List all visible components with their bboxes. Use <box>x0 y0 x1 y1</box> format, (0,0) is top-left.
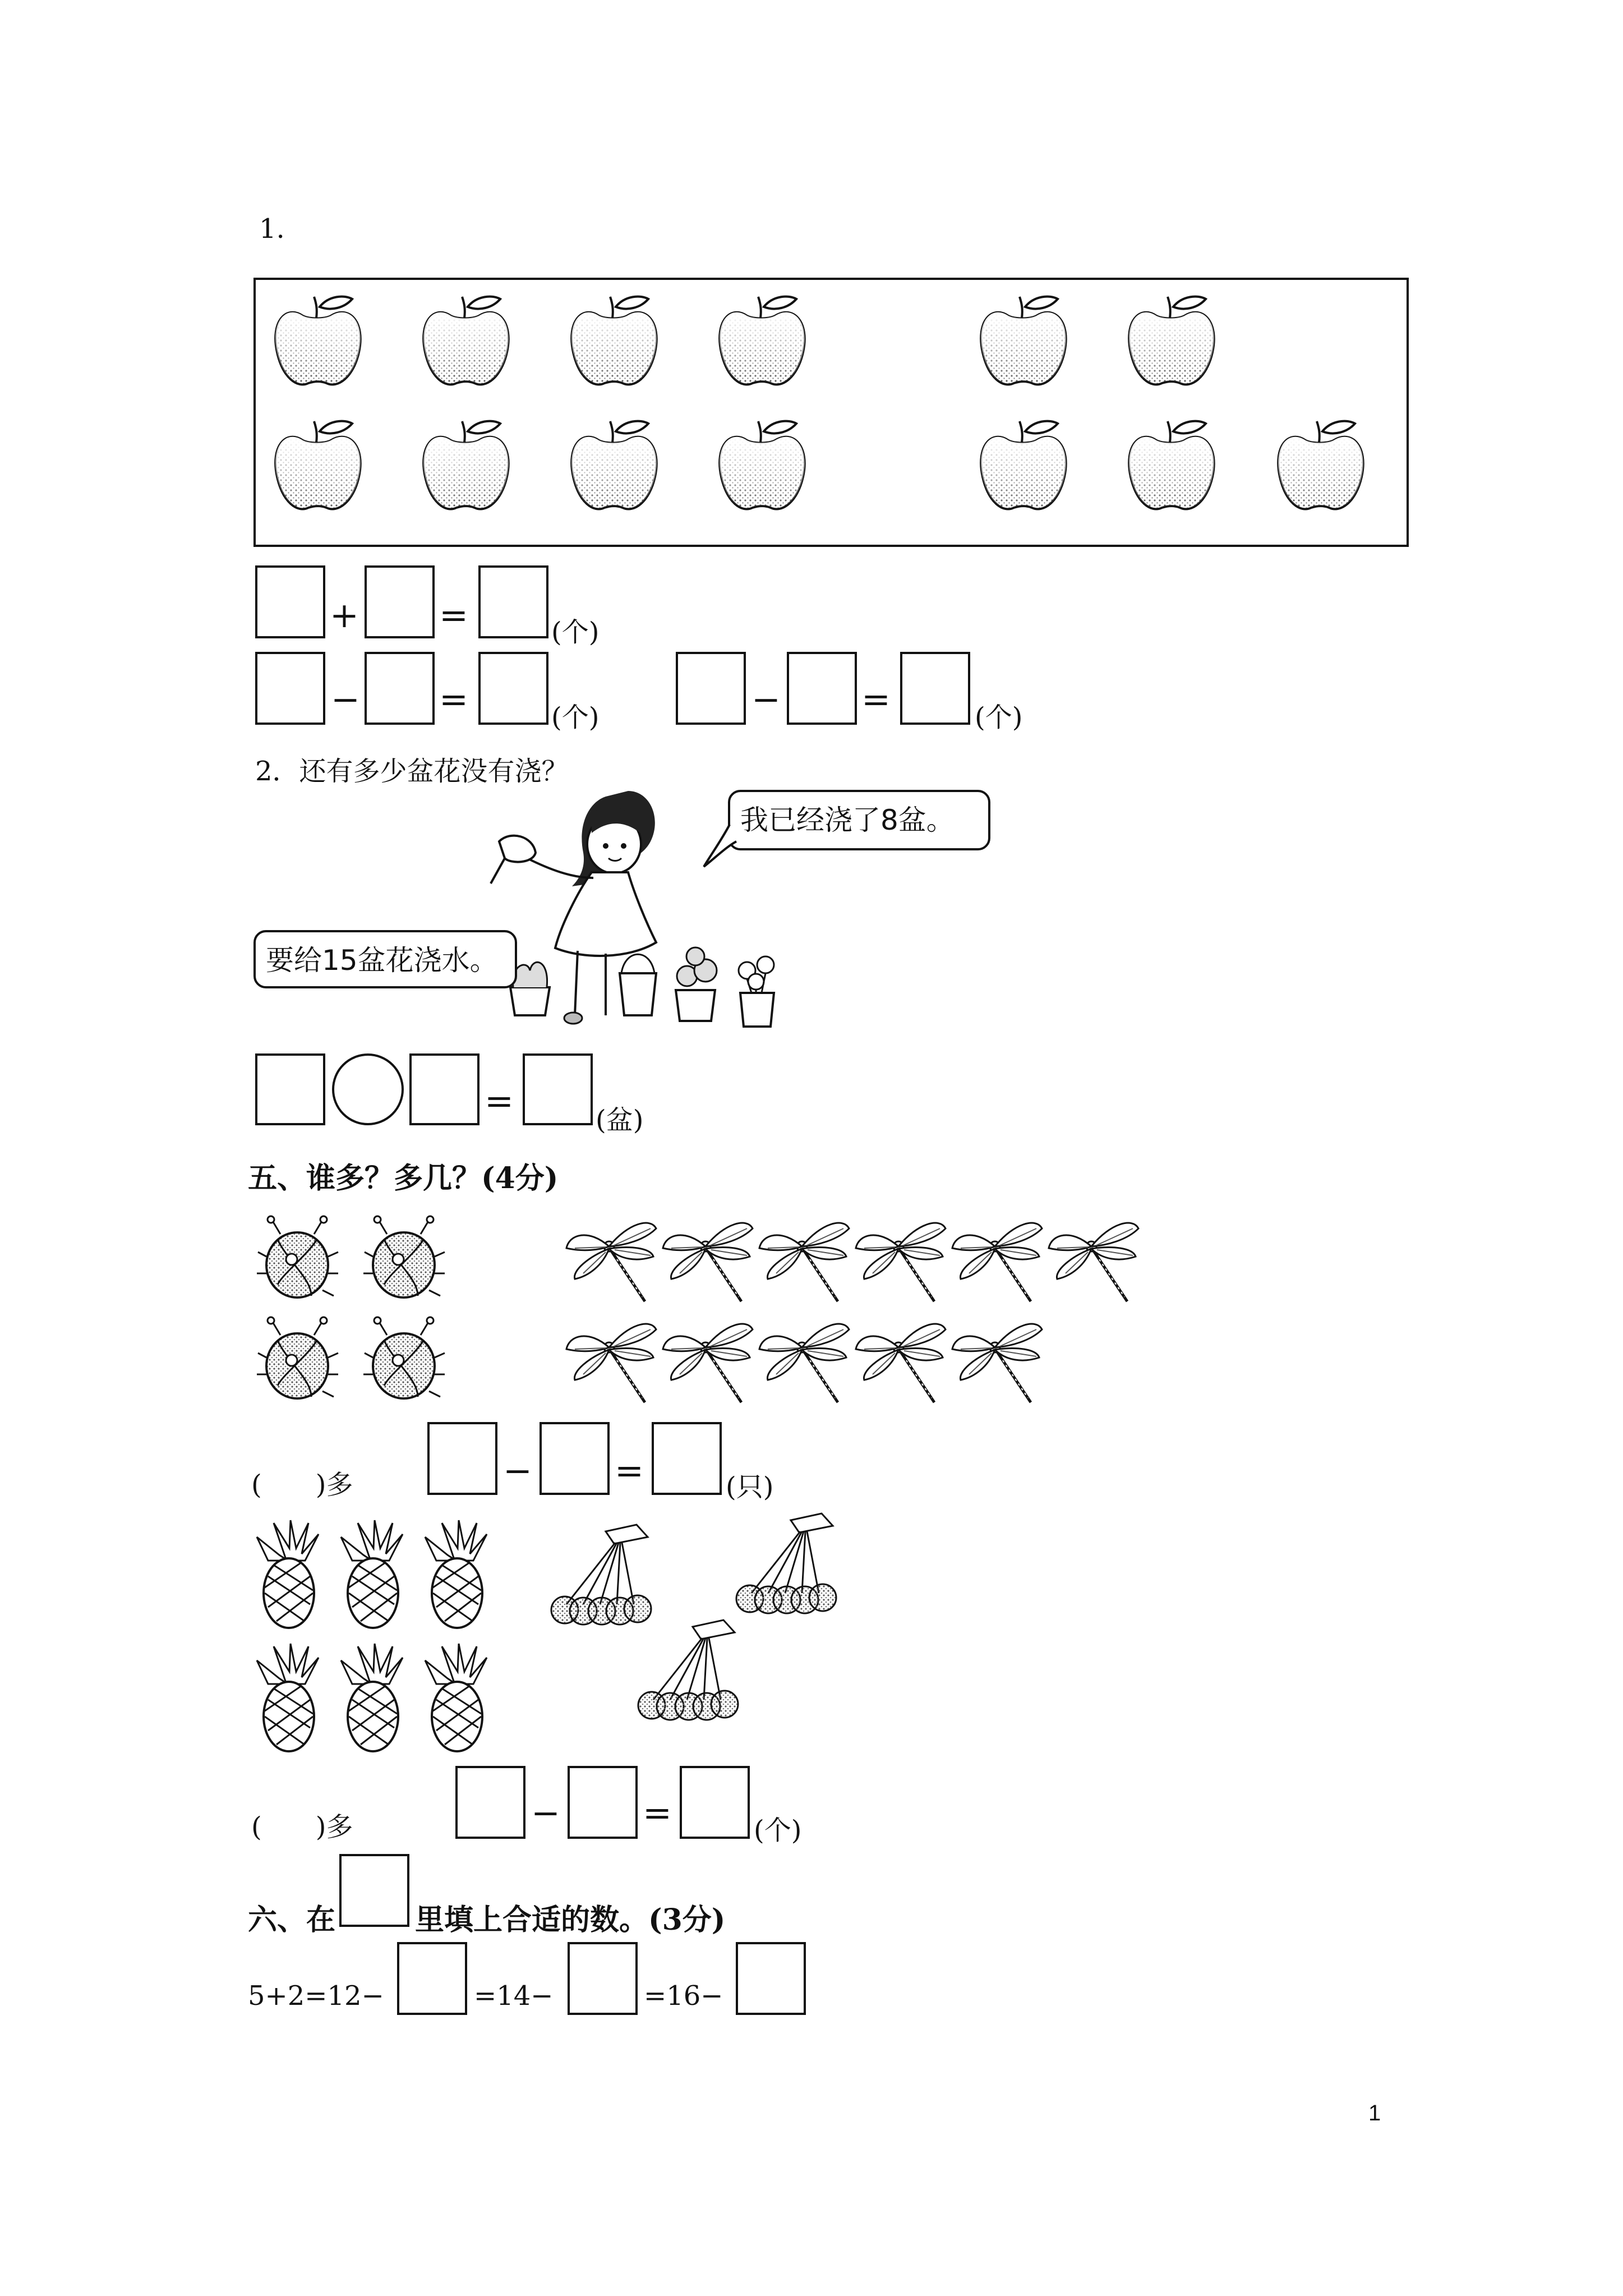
apple-icon <box>720 421 805 509</box>
answer-box[interactable] <box>900 652 970 725</box>
dragonfly-icon <box>856 1324 946 1402</box>
ladybug-icon <box>257 1216 338 1297</box>
which-more-blank[interactable]: ( )多 <box>251 1811 353 1843</box>
answer-box[interactable] <box>255 565 325 638</box>
speech-bubble-girl: 我已经浇了8盆。 <box>728 790 990 850</box>
answer-box[interactable] <box>365 565 435 638</box>
pineapple-icon <box>425 1644 487 1751</box>
minus-sign: − <box>531 1792 560 1833</box>
unit-label: (个) <box>975 702 1023 733</box>
equation-start: 5+2=12− <box>248 1980 384 2012</box>
unit-label: (只) <box>726 1471 774 1503</box>
page-number: 1 <box>1368 2101 1381 2125</box>
answer-box[interactable] <box>680 1766 750 1839</box>
dragonfly-group <box>566 1217 1155 1408</box>
answer-box[interactable] <box>478 652 548 725</box>
plus-sign: + <box>330 595 359 636</box>
pineapple-icon <box>257 1644 319 1751</box>
equals-sign: = <box>485 1080 514 1121</box>
apple-icon <box>1278 421 1363 509</box>
dragonfly-icon <box>663 1324 753 1402</box>
minus-sign: − <box>503 1450 532 1491</box>
operator-circle[interactable] <box>332 1053 404 1125</box>
answer-box[interactable] <box>409 1053 479 1125</box>
equation-mid-1: =14− <box>474 1980 554 2012</box>
ladybug-group <box>247 1212 471 1414</box>
unit-label: (个) <box>551 702 600 733</box>
apple-picture <box>253 278 1409 547</box>
apple-icon <box>423 297 509 385</box>
answer-box[interactable] <box>568 1766 638 1839</box>
which-more-blank[interactable]: ( )多 <box>251 1469 353 1501</box>
problem-1-number: 1. <box>259 213 285 245</box>
section-5-heading: 五、谁多？多几？(4分) <box>248 1161 559 1195</box>
unit-label: (盆) <box>596 1105 644 1136</box>
dragonfly-icon <box>1049 1223 1138 1301</box>
apple-icon <box>1129 421 1214 509</box>
answer-box[interactable] <box>676 652 746 725</box>
minus-sign: − <box>751 679 781 720</box>
answer-box[interactable] <box>540 1422 610 1495</box>
apple-icon <box>571 297 657 385</box>
equals-sign: = <box>643 1792 672 1833</box>
answer-box[interactable] <box>478 565 548 638</box>
answer-box[interactable] <box>568 1942 638 2015</box>
dragonfly-icon <box>566 1324 656 1402</box>
dragonfly-icon <box>566 1223 656 1301</box>
unit-label: (个) <box>754 1815 802 1846</box>
dragonfly-icon <box>759 1324 849 1402</box>
cherry-bunch-icon <box>736 1513 836 1613</box>
apple-icon <box>981 421 1066 509</box>
dragonfly-icon <box>952 1223 1042 1301</box>
apple-icon <box>981 297 1066 385</box>
pineapple-icon <box>257 1520 319 1628</box>
minus-sign: − <box>331 679 360 720</box>
problem-2-title: 2．还有多少盆花没有浇？ <box>255 756 569 787</box>
ladybug-icon <box>363 1317 445 1398</box>
apple-icon <box>720 297 805 385</box>
apple-icon <box>1129 297 1214 385</box>
equals-sign: = <box>861 679 891 720</box>
answer-box[interactable] <box>736 1942 806 2015</box>
answer-box[interactable] <box>652 1422 722 1495</box>
apple-icon <box>275 297 361 385</box>
equals-sign: = <box>439 595 468 636</box>
pineapple-icon <box>341 1644 403 1751</box>
answer-box[interactable] <box>397 1942 467 2015</box>
ladybug-icon <box>363 1216 445 1297</box>
pineapple-icon <box>341 1520 403 1628</box>
equation-mid-2: =16− <box>644 1980 723 2012</box>
cherry-bunch-icon <box>638 1620 738 1720</box>
answer-box[interactable] <box>255 652 325 725</box>
speech-bubble-task: 要给15盆花浇水。 <box>253 930 517 988</box>
apple-icon <box>275 421 361 509</box>
dragonfly-icon <box>952 1324 1042 1402</box>
speech-bubble-tail <box>704 825 737 869</box>
example-box <box>339 1854 409 1927</box>
pineapple-group <box>251 1515 520 1761</box>
dragonfly-icon <box>856 1223 946 1301</box>
section-6-heading-prefix: 六、在 <box>248 1903 336 1937</box>
cherry-bunch-icon <box>551 1525 651 1625</box>
apple-icon <box>571 421 657 509</box>
answer-box[interactable] <box>427 1422 497 1495</box>
pineapple-icon <box>425 1520 487 1628</box>
section-6-heading-suffix: 里填上合适的数。(3分) <box>415 1903 726 1937</box>
dragonfly-icon <box>663 1223 753 1301</box>
ladybug-icon <box>257 1317 338 1398</box>
answer-box[interactable] <box>523 1053 593 1125</box>
apple-icon <box>423 421 509 509</box>
equals-sign: = <box>439 679 468 720</box>
answer-box[interactable] <box>255 1053 325 1125</box>
answer-box[interactable] <box>455 1766 525 1839</box>
answer-box[interactable] <box>787 652 857 725</box>
answer-box[interactable] <box>365 652 435 725</box>
dragonfly-icon <box>759 1223 849 1301</box>
equals-sign: = <box>615 1450 644 1491</box>
cherry-bunch-group <box>547 1520 883 1733</box>
unit-label: (个) <box>551 616 600 648</box>
